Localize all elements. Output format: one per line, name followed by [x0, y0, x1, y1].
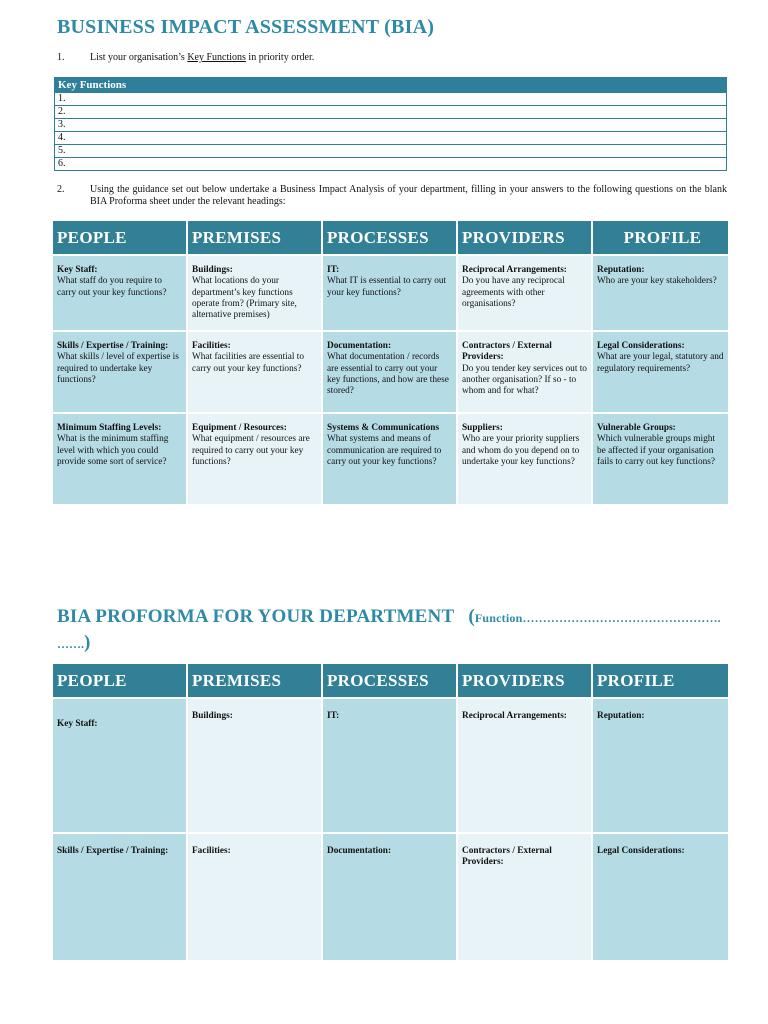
key-function-cell[interactable]: 5.: [55, 145, 727, 158]
proforma-cell-skills[interactable]: Skills / Expertise / Training:: [53, 833, 187, 961]
header-processes: PROCESSES: [322, 221, 457, 255]
proforma-header-profile: PROFILE: [592, 664, 728, 698]
key-functions-link: Key Functions: [187, 52, 246, 63]
key-functions-header: Key Functions: [55, 78, 727, 93]
key-functions-header-row: [55, 78, 727, 93]
header-premises: PREMISES: [187, 221, 322, 255]
key-function-cell[interactable]: 3.: [55, 119, 727, 132]
guidance-cell-reciprocal: Reciprocal Arrangements: Do you have any reciprocal agreements with other organisations?: [457, 255, 592, 331]
proforma-title-continued: …….): [57, 632, 91, 653]
proforma-row: [53, 833, 728, 961]
header-providers: PROVIDERS: [457, 221, 592, 255]
proforma-title: BIA PROFORMA FOR YOUR DEPARTMENT (Function………………………………………….: [57, 606, 721, 627]
guidance-cell-contractors: Contractors / External Providers: Do you tender key services out to another organisation? If so - to whom and for what?: [457, 331, 592, 413]
guidance-cell-it: IT: What IT is essential to carry out your key functions?: [322, 255, 457, 331]
function-field[interactable]: Function………………………………………….: [474, 611, 721, 625]
guidance-row: [53, 413, 728, 505]
proforma-cell-reputation[interactable]: Reputation:: [592, 698, 728, 833]
proforma-cell-contractors[interactable]: Contractors / External Providers:: [457, 833, 592, 961]
key-function-row[interactable]: [55, 93, 727, 106]
instruction-step-1: [57, 52, 727, 64]
guidance-cell-skills: Skills / Expertise / Training: What skills / level of expertise is required to undertake key functions?: [53, 331, 187, 413]
key-function-row[interactable]: [55, 145, 727, 158]
header-people: PEOPLE: [53, 221, 187, 255]
proforma-cell-documentation[interactable]: Documentation:: [322, 833, 457, 961]
proforma-header-row: [53, 664, 728, 698]
guidance-cell-vulnerable: Vulnerable Groups: Which vulnerable groups might be affected if your organisation fails to carry out key functions?: [592, 413, 728, 505]
key-function-cell[interactable]: 4.: [55, 132, 727, 145]
step-text: in priority order.: [245, 52, 315, 63]
guidance-row: [53, 331, 728, 413]
key-function-row[interactable]: [55, 158, 727, 171]
guidance-cell-systems: Systems & Communications What systems and means of communication are required to carry out your key functions?: [322, 413, 457, 505]
step-text: List your organisation’s: [90, 52, 188, 63]
guidance-cell-min-staffing: Minimum Staffing Levels: What is the minimum staffing level with which you could provide some sort of service?: [53, 413, 187, 505]
header-profile: PROFILE: [592, 221, 728, 255]
key-function-cell[interactable]: 2.: [55, 106, 727, 119]
key-function-row[interactable]: [55, 119, 727, 132]
key-function-row[interactable]: [55, 132, 727, 145]
proforma-header-people: PEOPLE: [53, 664, 187, 698]
step-number: 1.: [57, 52, 65, 63]
proforma-cell-buildings[interactable]: Buildings:: [187, 698, 322, 833]
proforma-cell-reciprocal[interactable]: Reciprocal Arrangements:: [457, 698, 592, 833]
proforma-header-premises: PREMISES: [187, 664, 322, 698]
function-field-continued[interactable]: …….: [57, 637, 84, 651]
key-functions-table: [54, 77, 727, 171]
step-number: 2.: [57, 184, 65, 195]
instruction-step-2: [57, 184, 727, 208]
guidance-cell-key-staff: Key Staff: What staff do you require to carry out your key functions?: [53, 255, 187, 331]
guidance-cell-documentation: Documentation: What documentation / records are essential to carry out your key functions, and how are these stored?: [322, 331, 457, 413]
guidance-cell-suppliers: Suppliers: Who are your priority suppliers and whom do you depend on to undertake your key functions?: [457, 413, 592, 505]
guidance-cell-buildings: Buildings: What locations do your department’s key functions operate from? (Primary site, alternative premises): [187, 255, 322, 331]
key-function-cell[interactable]: 6.: [55, 158, 727, 171]
guidance-cell-equipment: Equipment / Resources: What equipment / resources are required to carry out your key functions?: [187, 413, 322, 505]
page-title: BUSINESS IMPACT ASSESSMENT (BIA): [57, 16, 435, 38]
guidance-cell-facilities: Facilities: What facilities are essential to carry out your key functions?: [187, 331, 322, 413]
proforma-row: [53, 698, 728, 833]
proforma-cell-it[interactable]: IT:: [322, 698, 457, 833]
proforma-header-providers: PROVIDERS: [457, 664, 592, 698]
proforma-cell-legal[interactable]: Legal Considerations:: [592, 833, 728, 961]
key-function-row[interactable]: [55, 106, 727, 119]
guidance-row: [53, 255, 728, 331]
guidance-cell-legal: Legal Considerations: What are your legal, statutory and regulatory requirements?: [592, 331, 728, 413]
key-function-cell[interactable]: 1.: [55, 93, 727, 106]
guidance-header-row: [53, 221, 728, 255]
proforma-table: [53, 664, 728, 962]
guidance-table: [53, 221, 728, 506]
proforma-cell-facilities[interactable]: Facilities:: [187, 833, 322, 961]
proforma-header-processes: PROCESSES: [322, 664, 457, 698]
guidance-cell-reputation: Reputation: Who are your key stakeholders?: [592, 255, 728, 331]
proforma-cell-key-staff[interactable]: Key Staff:: [53, 698, 187, 833]
step-text: Using the guidance set out below undertake a Business Impact Analysis of your department, filling in your answers to the following questions on the blank BIA Proforma sheet under the relevant headings:: [90, 184, 727, 207]
